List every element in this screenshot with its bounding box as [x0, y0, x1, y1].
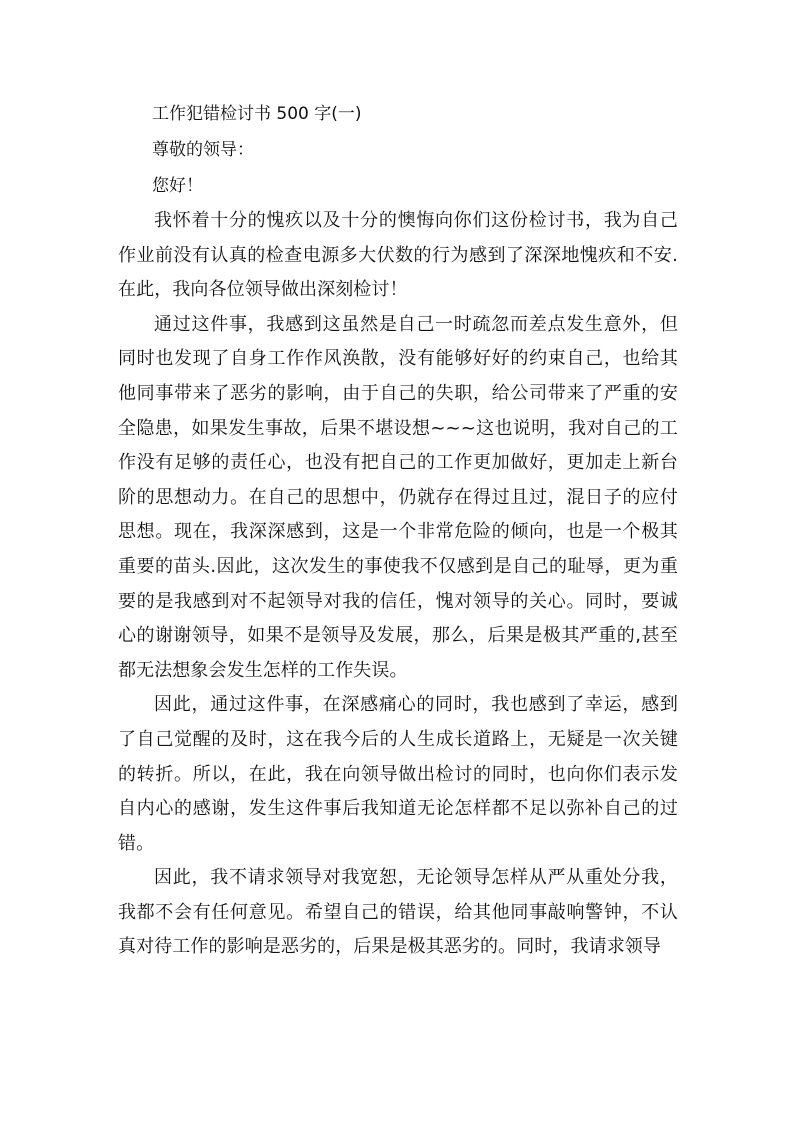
paragraph-2: 通过这件事，我感到这虽然是自己一时疏忽而差点发生意外，但同时也发现了自身工作作风涣散，没有能够好好的约束自己，也给其他同事带来了恶劣的影响，由于自己的失职，给公司带来了严重的安全隐患，如果发生事故，后果不堪设想~~~这也说明，我对自己的工作没有足够的责任心，也没有把自己的工作更加做好，更加走上新台阶的思想动力。在自己的思想中，仍就存在得过且过，混日子的应付思想。现在，我深深感到，这是一个非常危险的倾向，也是一个极其重要的苗头.因此，这次发生的事使我不仅感到是自己的耻辱，更为重要的是我感到对不起领导对我的信任，愧对领导的关心。同时，要诚心的谢谢领导，如果不是领导及发展，那么，后果是极其严重的,甚至都无法想象会发生怎样的工作失误。 [118, 313, 678, 681]
document-title: 工作犯错检讨书 500 字(一) [152, 104, 362, 124]
paragraph-1: 我怀着十分的愧疚以及十分的懊悔向你们这份检讨书，我为自己作业前没有认真的检查电源多大伏数的行为感到了深深地愧疚和不安.在此，我向各位领导做出深刻检讨！ [118, 210, 678, 301]
paragraph-3: 因此，通过这件事，在深感痛心的同时，我也感到了幸运，感到了自己觉醒的及时，这在我今后的人生成长道路上，无疑是一次关键的转折。所以，在此，我在向领导做出检讨的同时，也向你们表示发自内心的感谢，发生这件事后我知道无论怎样都不足以弥补自己的过错。 [118, 694, 678, 854]
salutation: 尊敬的领导： [152, 140, 254, 160]
document-body [118, 96, 678, 965]
paragraph-4: 因此，我不请求领导对我宽恕，无论领导怎样从严从重处分我，我都不会有任何意见。希望自己的错误，给其他同事敲响警钟，不认真对待工作的影响是恶劣的，后果是极其恶劣的。同时，我请求领导 [118, 867, 678, 958]
greeting: 您好！ [152, 176, 203, 196]
